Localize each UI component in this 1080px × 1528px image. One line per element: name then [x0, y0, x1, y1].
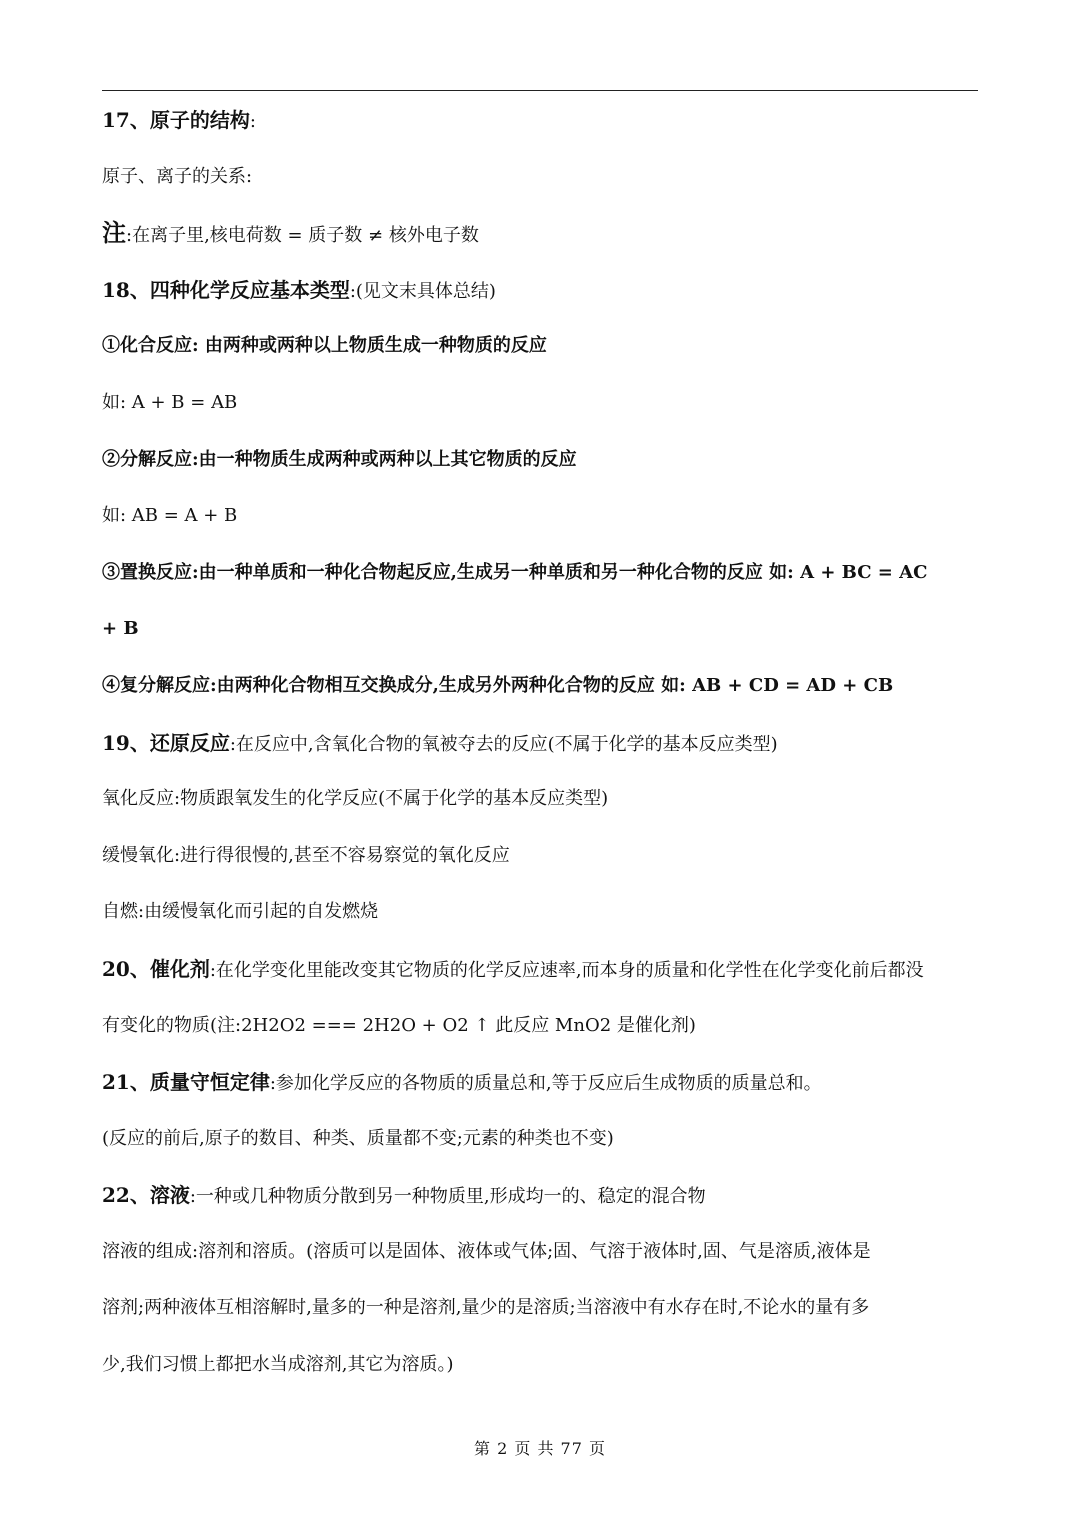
section-18-title: 18、四种化学反应基本类型 [102, 277, 350, 302]
oxidation-reaction: 氧化反应:物质跟氧发生的化学反应(不属于化学的基本反应类型) [102, 788, 609, 810]
section-20-heading [102, 941, 978, 998]
section-17-colon: : [249, 111, 256, 132]
spontaneous-combustion: 自燃:由缓慢氧化而引起的自发燃烧 [102, 901, 379, 923]
solution-composition-line-2: 溶剂;两种液体互相溶解时,量多的一种是溶剂,量少的是溶质;当溶液中有水存在时,不论水的量有多 [102, 1297, 870, 1319]
double-decomposition-reaction: ④复分解反应:由两种化合物相互交换成分,生成另外两种化合物的反应 如: AB + CD = AD + CB [102, 674, 894, 696]
displacement-reaction: ③置换反应:由一种单质和一种化合物起反应,生成另一种单质和另一种化合物的反应 如: A + BC = AC [102, 561, 928, 583]
note-text: :在离子里,核电荷数 = 质子数 ≠ 核外电子数 [126, 225, 479, 247]
section-21-definition: :参加化学反应的各物质的质量总和,等于反应后生成物质的质量总和。 [269, 1073, 822, 1095]
slow-oxidation: 缓慢氧化:进行得很慢的,甚至不容易察觉的氧化反应 [102, 844, 510, 866]
section-17-title: 17、原子的结构 [102, 108, 250, 132]
document-body [102, 92, 978, 1394]
section-17-heading [102, 92, 978, 149]
section-20-title: 20、催化剂 [102, 956, 210, 981]
note-line [102, 205, 978, 262]
section-21-note: (反应的前后,原子的数目、种类、质量都不变;元素的种类也不变) [102, 1127, 614, 1149]
note-mark: 注 [102, 218, 126, 248]
combination-example: 如: A + B = AB [102, 391, 238, 413]
section-22-definition: :一种或几种物质分散到另一种物质里,形成均一的、稳定的混合物 [189, 1186, 706, 1208]
section-19-definition: :在反应中,含氧化合物的氧被夺去的反应(不属于化学的基本反应类型) [229, 733, 778, 755]
combination-reaction: ①化合反应: 由两种或两种以上物质生成一种物质的反应 [102, 335, 547, 357]
section-22-title: 22、溶液 [102, 1183, 190, 1208]
section-18-subtitle: :(见文末具体总结) [349, 280, 496, 302]
section-22-heading [102, 1167, 978, 1224]
section-19-heading [102, 715, 978, 772]
decomposition-reaction: ②分解反应:由一种物质生成两种或两种以上其它物质的反应 [102, 448, 577, 470]
section-21-title: 21、质量守恒定律 [102, 1070, 270, 1095]
section-19-title: 19、还原反应 [102, 730, 230, 755]
header-rule [102, 90, 978, 91]
section-20-definition: :在化学变化里能改变其它物质的化学反应速率,而本身的质量和化学性在化学变化前后都没 [209, 959, 924, 981]
solution-composition-line-1: 溶液的组成:溶剂和溶质。(溶质可以是固体、液体或气体;固、气溶于液体时,固、气是溶质,液体是 [102, 1240, 871, 1262]
displacement-continued: + B [102, 618, 139, 640]
atom-ion-relation: 原子、离子的关系: [102, 165, 253, 187]
section-20-continued: 有变化的物质(注:2H2O2 === 2H2O + O2 ↑ 此反应 MnO2 是催化剂) [102, 1014, 696, 1036]
page-number: 第 2 页 共 77 页 [474, 1439, 606, 1458]
section-18-heading [102, 262, 978, 319]
decomposition-example: 如: AB = A + B [102, 505, 238, 527]
solution-composition-line-3: 少,我们习惯上都把水当成溶剂,其它为溶质。) [102, 1354, 454, 1376]
section-21-heading [102, 1054, 978, 1111]
